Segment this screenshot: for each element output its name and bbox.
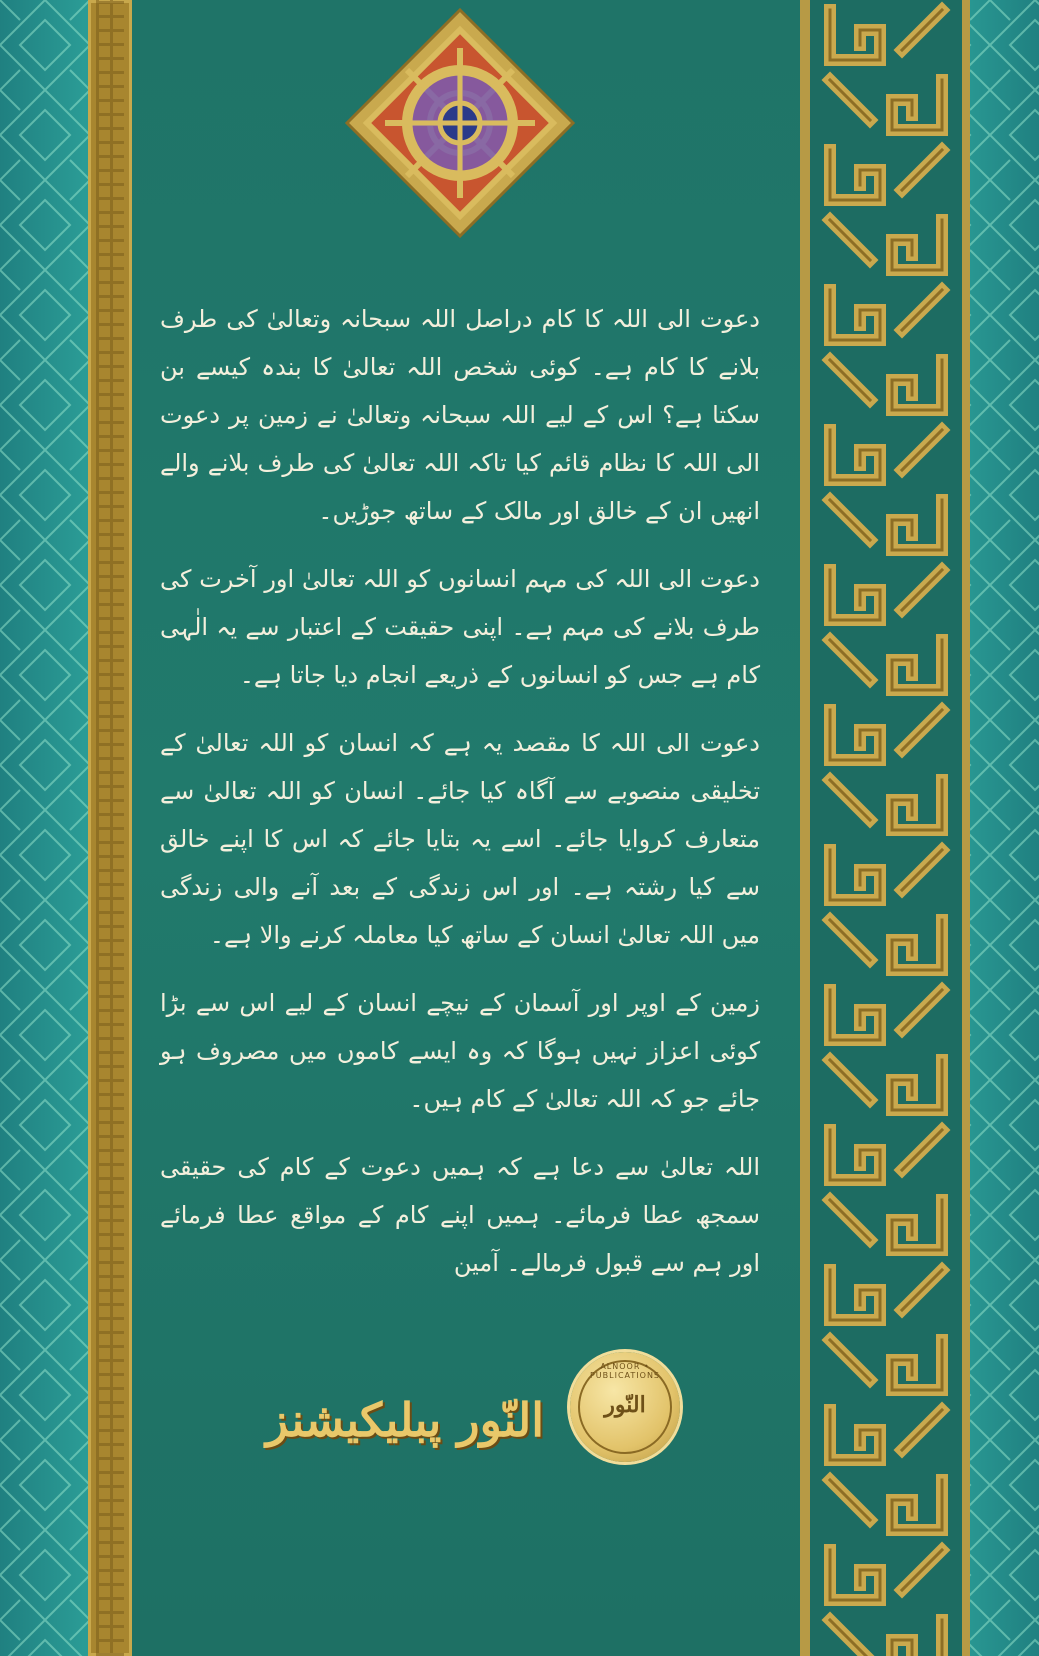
paragraph-5: اللہ تعالیٰ سے دعا ہے کہ ہمیں دعوت کے کام کی حقیقی سمجھ عطا فرمائے۔ ہمیں اپنے کام کے مواقع عطا فرمائے اور ہم سے قبول فرمالے۔ آمین — [160, 1153, 760, 1277]
left-gold-border — [88, 0, 132, 1656]
paragraph-4: زمین کے اوپر اور آسمان کے نیچے انسان کے لیے اس سے بڑا کوئی اعزاز نہیں ہوگا کہ وہ ایسے کاموں میں مصروف ہو جائے جو کہ اللہ تعالیٰ کے کام ہیں۔ — [160, 989, 760, 1113]
paragraph-3: دعوت الی اللہ کا مقصد یہ ہے کہ انسان کو اللہ تعالیٰ کے تخلیقی منصوبے سے آگاہ کیا جائے۔ انسان کو اللہ تعالیٰ سے متعارف کروایا جائے۔ اسے یہ بتایا جائے کہ اس کا اپنے خالق سے کیا رشتہ ہے۔ اور اس زندگی کے بعد آنے والی زندگی میں اللہ تعالیٰ انسان کے ساتھ کیا معاملہ کرنے والا ہے۔ — [160, 729, 760, 949]
publisher-name: النّور پبلیکیشنز — [265, 1393, 545, 1447]
paragraph-1: دعوت الی اللہ کا کام دراصل اللہ سبحانہ وتعالیٰ کی طرف بلانے کا کام ہے۔ کوئی شخص اللہ تعالیٰ کا بندہ کیسے بن سکتا ہے؟ اس کے لیے اللہ سبحانہ وتعالیٰ نے زمین پر دعوت الی اللہ کا نظام قائم کیا تاکہ اللہ تعالیٰ کی طرف بلانے والے انھیں ان کے خالق اور مالک کے ساتھ جوڑیں۔ — [160, 305, 760, 525]
publisher-logo — [570, 1352, 680, 1462]
medallion-ornament — [345, 8, 575, 238]
logo-text: النّور — [604, 1392, 646, 1418]
greek-key-pattern — [96, 0, 124, 1656]
logo-ring-text: ALNOOR • PUBLICATIONS — [589, 1362, 661, 1380]
paragraph-2: دعوت الی اللہ کی مہم انسانوں کو اللہ تعالیٰ اور آخرت کی طرف بلانے کی مہم ہے۔ اپنی حقیقت کے اعتبار سے یہ الٰہی کام ہے جس کو انسانوں کے ذریعے انجام دیا جاتا ہے۔ — [160, 565, 760, 689]
right-knot-band — [800, 0, 970, 1656]
knot-pattern — [810, 0, 962, 1656]
body-text — [160, 295, 760, 1307]
